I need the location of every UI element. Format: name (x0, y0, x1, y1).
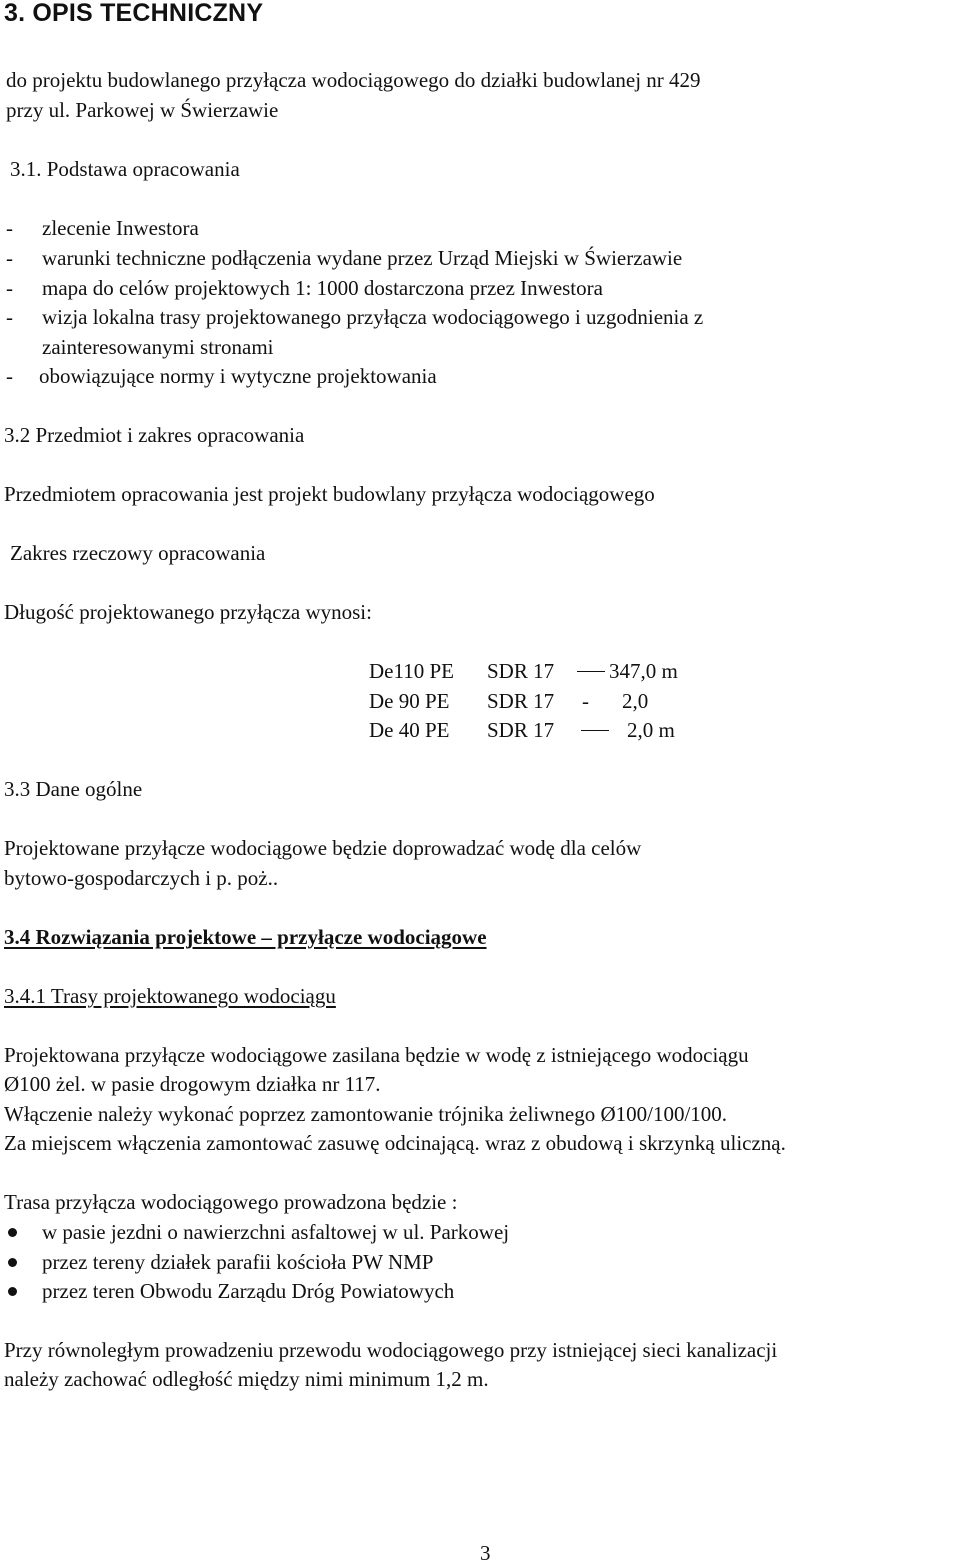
pipe-separator (577, 671, 605, 672)
list-item: - obowiązujące normy i wytyczne projektowania (6, 364, 437, 388)
pipe-length: 2,0 (622, 689, 649, 713)
section-3-4-title: 3.4 Rozwiązania projektowe – przyłącze wodociągowe (4, 925, 487, 949)
bullet-icon (8, 1287, 17, 1296)
pipe-sdr: SDR 17 (487, 689, 555, 713)
pipe-sdr: SDR 17 (487, 718, 555, 742)
section-3-4-1-title: 3.4.1 Trasy projektowanego wodociągu (4, 984, 336, 1008)
pipe-separator: - (582, 689, 589, 713)
paragraph-line: należy zachować odległość między nimi minimum 1,2 m. (4, 1367, 489, 1391)
general-line-1: Projektowane przyłącze wodociągowe będzie doprowadzać wodę dla celów (4, 836, 642, 860)
intro-line-1: do projektu budowlanego przyłącza wodociągowego do działki budowlanej nr 429 (6, 68, 701, 92)
general-line-2: bytowo-gospodarczych i p. poż.. (4, 866, 279, 890)
section-3-1-title: 3.1. Podstawa opracowania (10, 157, 240, 181)
pipe-length: 2,0 m (627, 718, 675, 742)
route-item: przez tereny działek parafii kościoła PW NMP (42, 1250, 434, 1274)
bullet-icon (8, 1258, 17, 1267)
pipe-length: 347,0 m (609, 659, 678, 683)
pipe-size: De 90 PE (369, 689, 450, 713)
paragraph-line: Za miejscem włączenia zamontować zasuwę odcinającą. wraz z obudową i skrzynką uliczną. (4, 1131, 786, 1155)
page-number: 3 (480, 1541, 491, 1565)
intro-line-2: przy ul. Parkowej w Świerzawie (6, 98, 279, 122)
paragraph-line: Projektowana przyłącze wodociągowe zasilana będzie w wodę z istniejącego wodociągu (4, 1043, 749, 1067)
page-title: 3. OPIS TECHNICZNY (4, 0, 264, 27)
pipe-sdr: SDR 17 (487, 659, 555, 683)
pipe-size: De 40 PE (369, 718, 450, 742)
paragraph-line: Włączenie należy wykonać poprzez zamontowanie trójnika żeliwnego Ø100/100/100. (4, 1102, 728, 1126)
paragraph-line: Przy równoległym prowadzeniu przewodu wodociągowego przy istniejącej sieci kanalizacji (4, 1338, 778, 1362)
route-item: w pasie jezdni o nawierzchni asfaltowej w ul. Parkowej (42, 1220, 510, 1244)
section-3-3-title: 3.3 Dane ogólne (4, 777, 143, 801)
paragraph-line: Ø100 żel. w pasie drogowym działka nr 117. (4, 1072, 381, 1096)
list-item: - warunki techniczne podłączenia wydane przez Urząd Miejski w Świerzawie (6, 246, 683, 270)
list-item: - mapa do celów projektowych 1: 1000 dostarczona przez Inwestora (6, 276, 603, 300)
scope-text: Zakres rzeczowy opracowania (10, 541, 266, 565)
list-item-continuation: zainteresowanymi stronami (42, 335, 274, 359)
length-label: Długość projektowanego przyłącza wynosi: (4, 600, 372, 624)
list-item: - wizja lokalna trasy projektowanego przyłącza wodociągowego i uzgodnienia z (6, 305, 704, 329)
route-item: przez teren Obwodu Zarządu Dróg Powiatowych (42, 1279, 455, 1303)
pipe-separator (581, 730, 609, 731)
bullet-icon (8, 1228, 17, 1237)
route-intro: Trasa przyłącza wodociągowego prowadzona będzie : (4, 1190, 458, 1214)
subject-text: Przedmiotem opracowania jest projekt budowlany przyłącza wodociągowego (4, 482, 655, 506)
pipe-size: De110 PE (369, 659, 454, 683)
section-3-2-title: 3.2 Przedmiot i zakres opracowania (4, 423, 305, 447)
list-item: - zlecenie Inwestora (6, 216, 199, 240)
